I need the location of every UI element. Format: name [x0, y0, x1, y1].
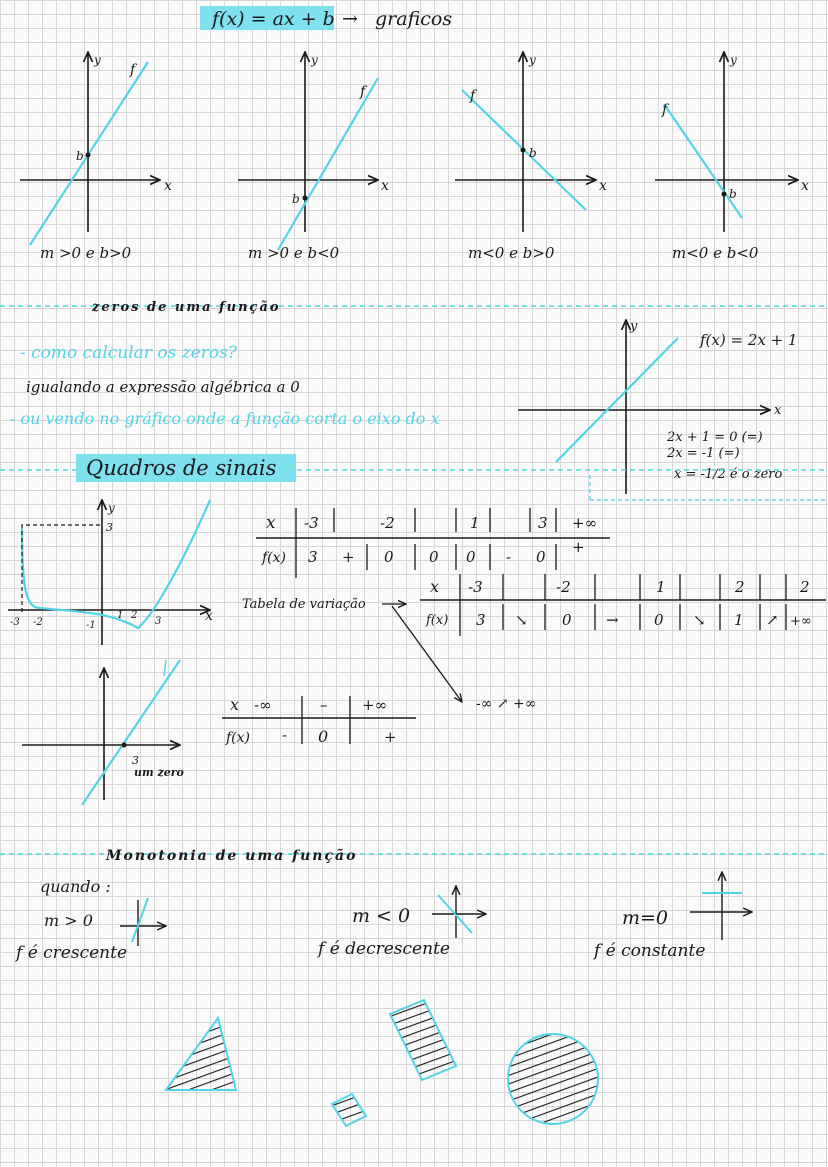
sign-table-1: [256, 508, 610, 578]
zeros-graph-x: x: [774, 403, 782, 418]
zeros-question: - como calcular os zeros?: [20, 343, 237, 363]
graph-3-b: b: [529, 146, 537, 160]
graph-4: [655, 52, 809, 262]
mono-title: Monotonia de uma função: [106, 848, 358, 864]
zeros-graph: [518, 319, 797, 494]
sinais-graph-1: [8, 500, 213, 645]
doodle-triangle: [166, 1018, 236, 1090]
t3-fx-2: 0: [318, 727, 329, 746]
zeros-graph-fn: f(x) = 2x + 1: [700, 331, 798, 349]
t2-fx-7: 1: [734, 611, 744, 629]
graph-1-x: x: [164, 178, 172, 194]
t1-x-5: +∞: [572, 514, 598, 532]
t1-fx-6: -: [506, 548, 512, 566]
zeros-step2: 2x = -1 (=): [667, 446, 740, 461]
t2-x-2: -2: [556, 578, 571, 596]
mono-c2: m < 0: [352, 905, 411, 927]
t2-fx-3: 0: [562, 611, 572, 629]
zeros-line2: - ou vendo no gráfico onde a função corta o eixo do x: [10, 409, 440, 428]
sg1-t1: -3: [10, 617, 20, 628]
mono-c1: m > 0: [44, 911, 93, 930]
t1-x-3: 1: [470, 514, 480, 532]
arrow-note: -∞ ↗ +∞: [476, 696, 537, 712]
sinais-title: Quadros de sinais: [86, 456, 277, 480]
zeros-step1: 2x + 1 = 0 (=): [667, 430, 763, 445]
sign-table-3: [222, 695, 416, 746]
doodle-small-square: [332, 1094, 366, 1126]
graph-1-b: b: [76, 149, 84, 163]
sg2-z: 3: [132, 754, 139, 767]
mono-axes-1: [120, 898, 166, 946]
variation-table: [420, 574, 826, 636]
t3-x-3: +∞: [362, 696, 388, 714]
t2-x-0: x: [430, 577, 440, 596]
mono-axes-3: [690, 872, 752, 940]
graph-2-b: b: [292, 192, 300, 206]
graph-2-x: x: [381, 178, 389, 194]
t2-fx-9: +∞: [790, 614, 812, 629]
zeros-graph-y: y: [630, 319, 638, 334]
sg1-t3: -1: [86, 620, 96, 631]
graph-3-x: x: [599, 178, 607, 194]
sg1-x: x: [205, 608, 213, 624]
t2-fx-8: ↗: [766, 611, 779, 629]
mono-c3: m=0: [622, 907, 669, 929]
graph-4-x: x: [801, 178, 809, 194]
t1-x-2: -2: [380, 514, 395, 532]
graph-2-condition: m >0 e b<0: [248, 244, 340, 262]
graph-3-y: y: [529, 53, 536, 67]
doodle-circle: [508, 1034, 598, 1124]
t1-fx-3: 0: [384, 548, 394, 566]
graph-2-f: f: [360, 84, 366, 100]
t2-fx-1: 3: [476, 611, 486, 629]
sg1-y: y: [108, 501, 115, 515]
sinais-graph-2: [22, 660, 184, 805]
header-suffix: graficos: [375, 8, 453, 30]
mono-d1: f é crescente: [16, 943, 128, 963]
t1-fx-1: 3: [308, 548, 318, 566]
t3-x-2: –: [320, 696, 328, 714]
graph-3-condition: m<0 e b>0: [468, 244, 555, 262]
graph-2: [238, 52, 389, 262]
sg1-n3: 3: [106, 521, 113, 534]
t2-fx-2: ↘: [515, 611, 528, 629]
zeros-line1: igualando a expressão algébrica a 0: [26, 378, 300, 396]
zeros-title: zeros de uma função: [92, 300, 281, 315]
sg1-t5: 2: [131, 610, 138, 621]
t3-fx-0: f(x): [226, 730, 251, 746]
mono-d2: f é decrescente: [318, 939, 450, 959]
sg1-t4: 1: [117, 610, 124, 621]
t2-fx-0: f(x): [426, 613, 449, 628]
header-arrow: →: [342, 8, 358, 30]
t1-fx-8: +: [572, 538, 585, 556]
graph-2-y: y: [311, 53, 318, 67]
mono-d3: f é constante: [594, 941, 706, 961]
mono-quando: quando :: [40, 877, 111, 896]
graph-1: [20, 52, 172, 262]
graph-1-condition: m >0 e b>0: [40, 244, 132, 262]
graph-1-y: y: [94, 53, 101, 67]
sg2-zero: um zero: [134, 766, 184, 779]
t1-fx-0: f(x): [262, 550, 287, 566]
doodle-parallelogram: [390, 1000, 456, 1080]
t2-fx-5: 0: [654, 611, 664, 629]
t3-fx-3: +: [384, 728, 397, 746]
zeros-step3: x = -1/2 é o zero: [674, 467, 783, 482]
t1-fx-4: 0: [429, 548, 439, 566]
t1-x-4: 3: [538, 514, 548, 532]
graph-3-f: f: [470, 88, 476, 104]
graph-3: [455, 52, 607, 262]
t1-x-0: x: [266, 513, 276, 533]
t3-x-1: -∞: [254, 696, 272, 714]
t1-fx-7: 0: [536, 548, 546, 566]
t3-fx-1: -: [282, 726, 288, 744]
t2-x-3: 1: [656, 578, 666, 596]
t2-fx-4: →: [606, 611, 619, 629]
mono-axes-2: [432, 886, 486, 938]
graph-1-f: f: [130, 62, 136, 78]
tab-var-label: Tabela de variação: [242, 597, 366, 612]
graph-4-y: y: [730, 53, 737, 67]
graph-4-b: b: [729, 187, 737, 201]
header-formula: f(x) = ax + b: [212, 8, 335, 30]
graph-4-f: f: [662, 102, 668, 118]
t2-x-4: 2: [735, 578, 745, 596]
t1-x-1: -3: [304, 514, 319, 532]
sg1-t6: 3: [155, 616, 162, 627]
t3-x-0: x: [230, 695, 240, 714]
t2-fx-6: ↘: [693, 611, 706, 629]
t2-x-1: -3: [468, 578, 483, 596]
sg1-t2: -2: [33, 617, 43, 628]
graph-4-condition: m<0 e b<0: [672, 244, 759, 262]
t1-fx-5: 0: [466, 548, 476, 566]
t1-fx-2: +: [342, 548, 355, 566]
t2-x-5: 2: [800, 578, 810, 596]
